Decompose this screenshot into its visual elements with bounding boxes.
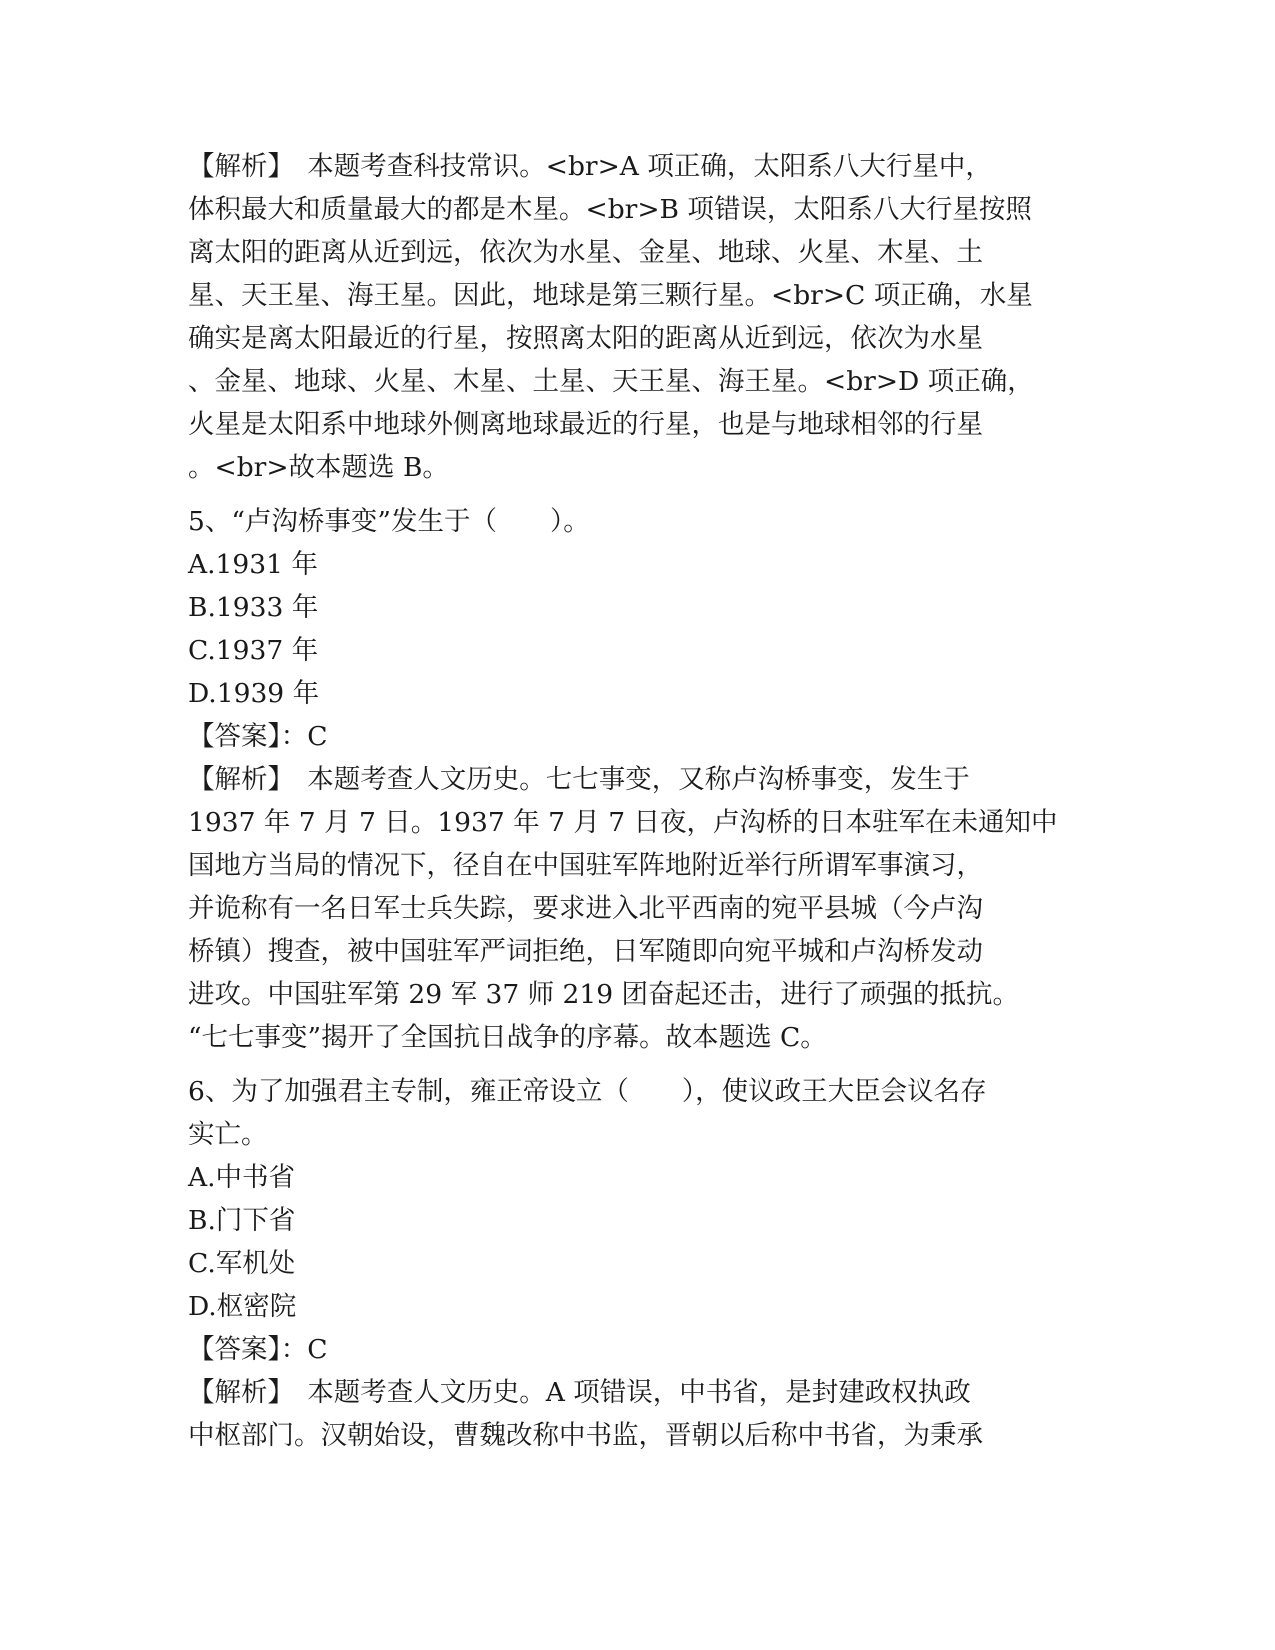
explanation-line: 星、天王星、海王星。因此，地球是第三颗行星。<br>C 项正确，水星 bbox=[188, 280, 1033, 311]
answer-line: 【答案】：C bbox=[188, 721, 328, 752]
explanation-line: 确实是离太阳最近的行星，按照离太阳的距离从近到远，依次为水星 bbox=[188, 323, 983, 354]
explanation-line: 1937 年 7 月 7 日。1937 年 7 月 7 日夜，卢沟桥的日本驻军在未通知中 bbox=[188, 807, 1058, 838]
explanation-line: “七七事变”揭开了全国抗日战争的序幕。故本题选 C。 bbox=[188, 1022, 827, 1053]
explanation-line: 。<br>故本题选 B。 bbox=[188, 452, 449, 483]
document-page bbox=[188, 145, 1088, 1457]
question-text: 实亡。 bbox=[188, 1119, 268, 1150]
answer-line: 【答案】：C bbox=[188, 1334, 328, 1365]
explanation-line: 、金星、地球、火星、木星、土星、天王星、海王星。<br>D 项正确， bbox=[188, 366, 1034, 397]
option-b: B.门下省 bbox=[188, 1205, 296, 1236]
explanation-line: 桥镇）搜查，被中国驻军严词拒绝，日军随即向宛平城和卢沟桥发动 bbox=[188, 936, 983, 967]
explanation-line: 【解析】 本题考查人文历史。A 项错误，中书省，是封建政权执政 bbox=[188, 1377, 971, 1408]
option-a: A.1931 年 bbox=[188, 549, 318, 580]
q4-explanation bbox=[188, 145, 1088, 489]
option-b: B.1933 年 bbox=[188, 592, 319, 623]
explanation-line: 进攻。中国驻军第 29 军 37 师 219 团奋起还击，进行了顽强的抵抗。 bbox=[188, 979, 1020, 1010]
explanation-line: 火星是太阳系中地球外侧离地球最近的行星，也是与地球相邻的行星 bbox=[188, 409, 983, 440]
option-a: A.中书省 bbox=[188, 1162, 296, 1193]
question-6 bbox=[188, 1070, 1088, 1457]
option-d: D.枢密院 bbox=[188, 1291, 297, 1322]
explanation-line: 【解析】 本题考查人文历史。七七事变，又称卢沟桥事变，发生于 bbox=[188, 764, 970, 795]
explanation-line: 离太阳的距离从近到远，依次为水星、金星、地球、火星、木星、土 bbox=[188, 237, 983, 268]
explanation-line: 中枢部门。汉朝始设，曹魏改称中书监，晋朝以后称中书省，为秉承 bbox=[188, 1420, 983, 1451]
explanation-line: 体积最大和质量最大的都是木星。<br>B 项错误，太阳系八大行星按照 bbox=[188, 194, 1032, 225]
option-d: D.1939 年 bbox=[188, 678, 320, 709]
explanation-line: 国地方当局的情况下，径自在中国驻军阵地附近举行所谓军事演习， bbox=[188, 850, 983, 881]
question-text: 6、为了加强君主专制，雍正帝设立（ ），使议政王大臣会议名存 bbox=[188, 1076, 987, 1107]
option-c: C.军机处 bbox=[188, 1248, 296, 1279]
explanation-line: 并诡称有一名日军士兵失踪，要求进入北平西南的宛平县城（今卢沟 bbox=[188, 893, 983, 924]
question-5 bbox=[188, 500, 1088, 1059]
question-text: 5、“卢沟桥事变”发生于（ ）。 bbox=[188, 506, 590, 537]
option-c: C.1937 年 bbox=[188, 635, 319, 666]
explanation-line: 【解析】 本题考查科技常识。<br>A 项正确，太阳系八大行星中， bbox=[188, 151, 992, 182]
